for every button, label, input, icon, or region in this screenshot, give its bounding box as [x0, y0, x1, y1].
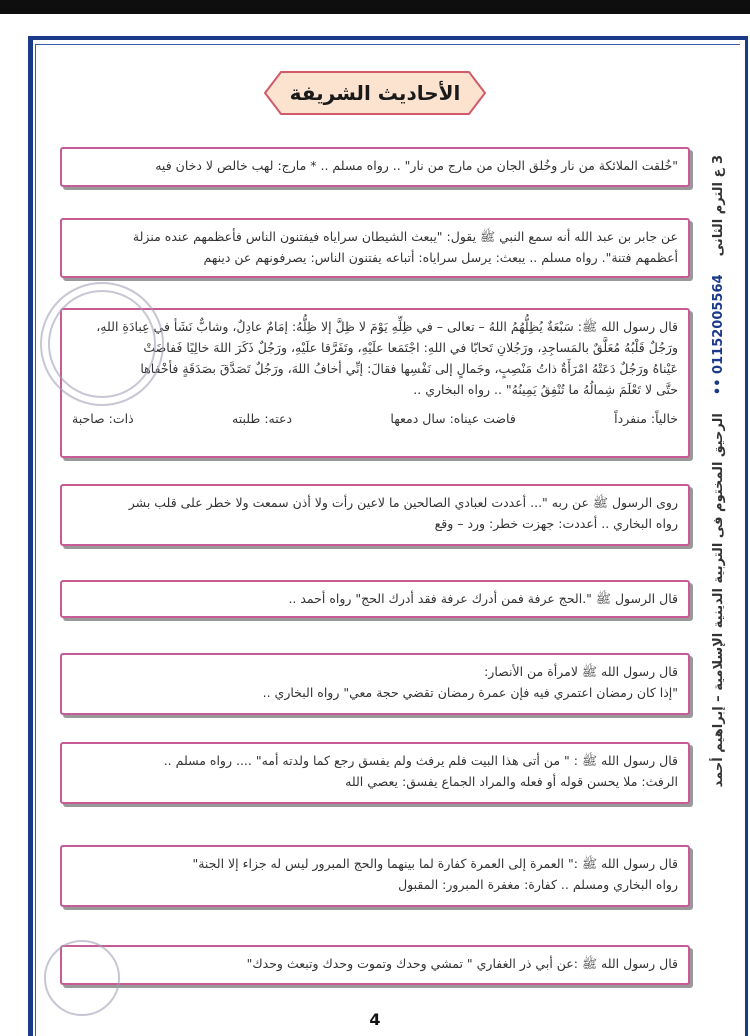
- side-grade: 3 ع الترم الثانى: [711, 155, 726, 257]
- hadith-line: "خُلقت الملائكة من نار وخُلق الجان من مارج من نار" .. رواه مسلم .. * مارج: لهب خالص لا دخان فيه: [155, 158, 678, 173]
- page-title: الأحاديث الشريفة: [289, 81, 461, 105]
- hadith-box-6: [60, 653, 690, 715]
- hadith-line: عَيْناهُ ورَجُلٌ دَعَتْهُ امْرَأَةٌ ذاتُ مَنْصِبٍ، وجَمالٍ إلى نَفْسِها فقالَ: إنِّي أخافُ اللهَ، ورَجُلٌ تَصَدَّقَ بصَدَقَةٍ فأخْفاها: [140, 361, 678, 376]
- hadith-box-4: [60, 484, 690, 546]
- hadith-line: الرفث: ملا يحسن قوله أو فعله والمراد الجماع يفسق: يعصي الله: [345, 774, 678, 789]
- watermark-stamp-small: [44, 940, 120, 1016]
- side-subject: الرحيق المختوم فى التربية الدينية الإسلامية – إبراهيم أحمد: [711, 413, 726, 788]
- glossary-row: [72, 408, 678, 429]
- hadith-box-9: [60, 945, 690, 985]
- hadith-line: قال رسول الله ﷺ :عن أبي ذر الغفاري " تمشي وحدك وتموت وحدك وتبعث وحدك": [246, 956, 678, 971]
- hadith-line: قال رسول الله ﷺ :" العمرة إلى العمرة كفارة لما بينهما والحج المبرور ليس له جزاء إلا الجنة": [192, 856, 678, 871]
- hadith-line: عن جابر بن عبد الله أنه سمع النبي ﷺ يقول: "يبعث الشيطان سراياه فيفتنون الناس فأعظمهم عنده منزلة: [132, 229, 678, 244]
- hadith-line: حتَّى لا تَعْلَمَ شِمالُهُ ما تُنْفِقُ يَمِينُهُ" .. رواه البخاري ..: [413, 382, 678, 397]
- hadith-line: ورَجُلٌ قَلْبُهُ مُعَلَّقٌ بالمَساجِدِ، ورَجُلانِ تَحابّا في اللهِ: اجْتَمَعا علَيْهِ، وتَفَرَّقا علَيْهِ، ورَجُلٌ ذَكَرَ اللهَ خالِيًا فَفاضَتْ: [143, 340, 678, 355]
- hadith-line: رواه البخاري ومسلم .. كفارة: مغفرة المبرور: المقبول: [398, 877, 678, 892]
- hadith-line: قال رسول الله ﷺ : " من أتى هذا البيت فلم يرفث ولم يفسق رجع كما ولدته أمه" .... رواه مسلم ..: [163, 753, 678, 768]
- glossary-item: فاضت عيناه: سال دمعها: [390, 411, 516, 426]
- hadith-line: قال رسول الله ﷺ: سَبْعَةٌ يُظِلُّهُمُ اللهُ – تعالى – في ظِلِّهِ يَوْمَ لا ظِلَّ إلا ظِلُّهُ: إمَامٌ عادِلٌ، وشابٌّ نَشَأ في عِبادَةِ اللهِ،: [96, 319, 678, 334]
- hadith-box-1: [60, 147, 690, 187]
- title-banner: [263, 70, 487, 116]
- hadith-line: قال الرسول ﷺ ".الحج عرفة فمن أدرك عرفة فقد أدرك الحج" رواه أحمد ..: [288, 591, 678, 606]
- hadith-line: أعظمهم فتنة". رواه مسلم .. يبعث: يرسل سراياه: أتباعه يفتنون الناس: يصرفونهم عن دينهم: [203, 250, 678, 265]
- hadith-box-2: [60, 218, 690, 278]
- hadith-line: روى الرسول ﷺ عن ربه "... أعددت لعبادي الصالحين ما لاعين رأت ولا أذن سمعت ولا خطر على قلب بشر: [128, 495, 678, 510]
- hadith-line: قال رسول الله ﷺ لامرأة من الأنصار:: [484, 664, 678, 679]
- page-number: 4: [369, 1010, 381, 1029]
- hadith-line: "إذا كان رمضان اعتمري فيه فإن عمرة رمضان تقضي حجة معي" رواه البخاري ..: [262, 685, 678, 700]
- watermark-stamp-inner: [48, 290, 156, 398]
- side-phone: 01152005564 ••: [711, 274, 726, 396]
- hadith-box-5: [60, 580, 690, 618]
- glossary-item: دعته: طلبته: [232, 411, 293, 426]
- hadith-box-7: [60, 742, 690, 804]
- side-caption: [704, 150, 734, 790]
- glossary-item: خالياً: منفرداً: [614, 411, 678, 426]
- hadith-line: رواه البخاري .. أعددت: جهزت خطر: ورد – وقع: [434, 516, 678, 531]
- hadith-box-8: [60, 845, 690, 907]
- top-black-bar: [0, 0, 750, 14]
- glossary-item: ذات: صاحبة: [72, 411, 134, 426]
